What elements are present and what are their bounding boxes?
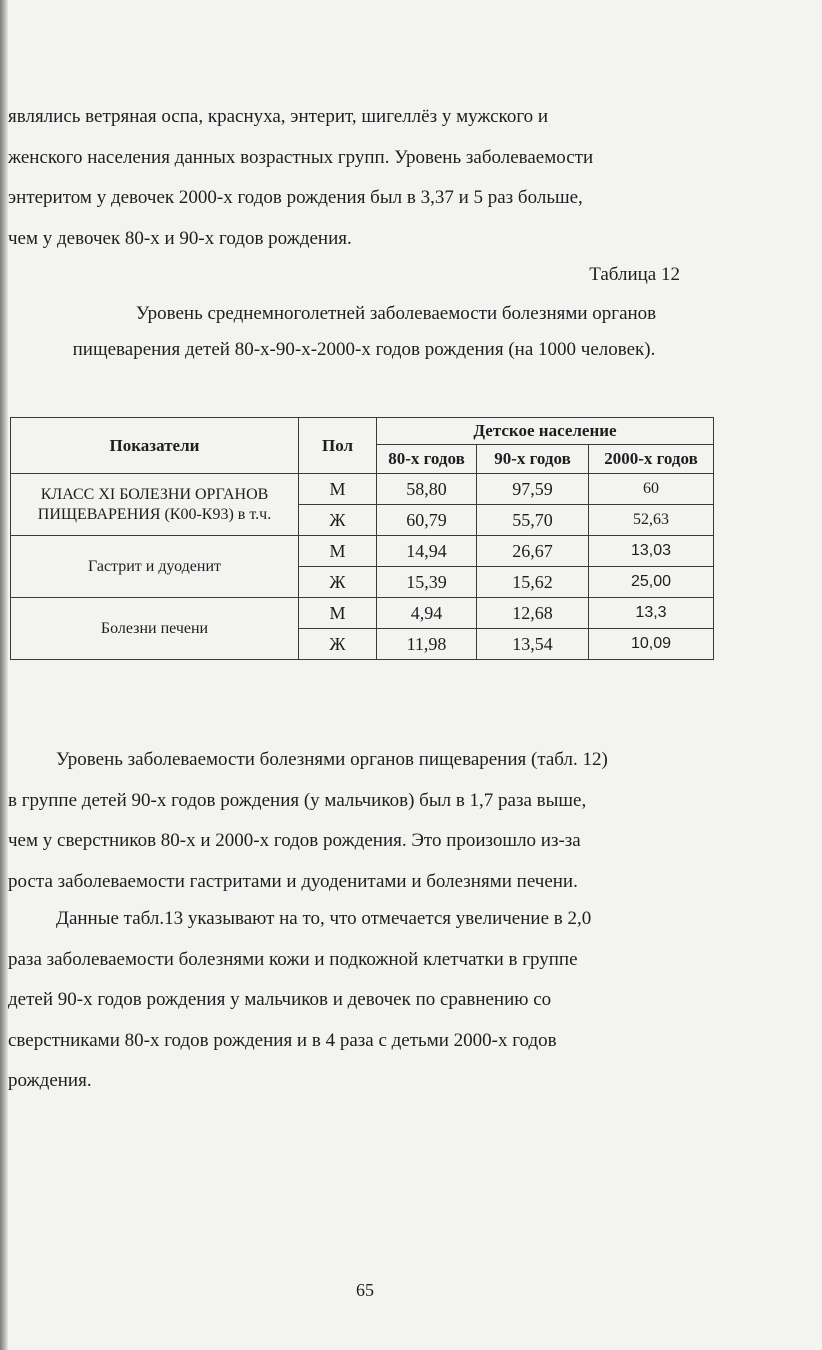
value-cell: 11,98 [377,629,477,660]
value-cell: 10,09 [589,629,714,660]
header-sex: Пол [299,418,377,474]
header-2000s: 2000-х годов [589,445,714,474]
paragraph-skin [8,899,720,1102]
text-line: чем у сверстников 80-х и 2000-х годов рождения. Это произошло из-за [8,830,581,851]
text-line: в группе детей 90-х годов рождения (у мальчиков) был в 1,7 раза выше, [8,789,587,811]
page-number: 65 [356,1280,374,1300]
sex-cell: Ж [299,505,377,536]
table-row [11,598,714,629]
sex-cell: Ж [299,567,377,598]
value-cell: 26,67 [477,536,589,567]
text-line: роста заболеваемости гастритами и дуоденитами и болезнями печени. [8,870,578,892]
indicator-line: Гастрит и дуоденит [88,557,221,575]
indicator-line: Болезни печени [100,619,209,637]
sex-cell: М [299,474,377,505]
text-line: сверстниками 80-х годов рождения и в 4 раза с детьми 2000-х годов [8,1029,557,1051]
value-cell: 15,39 [377,567,477,598]
text-line: детей 90-х годов рождения у мальчиков и девочек по сравнению со [8,989,552,1010]
paragraph-intro [8,97,720,259]
sex-cell: Ж [299,629,377,660]
table-row [11,474,714,505]
value-cell: 58,80 [377,474,477,505]
row-indicator-liver [11,598,299,660]
value-cell: 13,3 [589,598,714,629]
row-indicator-digestive-class [11,474,299,536]
header-indicators: Показатели [11,418,299,474]
text-line: женского населения данных возрастных групп. Уровень заболеваемости [8,146,594,168]
sex-cell: М [299,598,377,629]
value-cell: 14,94 [377,536,477,567]
table-title [8,296,720,368]
indicator-line: ПИЩЕВАРЕНИЯ (К00-К93) в т.ч. [37,505,272,523]
text-line: энтеритом у девочек 2000-х годов рождения был в 3,37 и 5 раз больше, [8,187,583,208]
header-80s: 80-х годов [377,445,477,474]
value-cell: 97,59 [477,474,589,505]
value-cell: 60 [589,474,714,505]
data-table [10,417,714,660]
value-cell: 4,94 [377,598,477,629]
text-line: Данные табл.13 указывают на то, что отмечается увеличение в 2,0 [56,908,592,929]
text-line: чем у девочек 80-х и 90-х годов рождения. [8,227,352,249]
table-row [11,536,714,567]
value-cell: 25,00 [589,567,714,598]
value-cell: 12,68 [477,598,589,629]
text-line: Уровень заболеваемости болезнями органов пищеварения (табл. 12) [56,749,608,770]
text-line: раза заболеваемости болезнями кожи и подкожной клетчатки в группе [8,948,578,970]
header-child-population: Детское население [377,418,714,445]
value-cell: 15,62 [477,567,589,598]
row-indicator-gastritis [11,536,299,598]
value-cell: 13,54 [477,629,589,660]
paragraph-digestive [8,740,720,902]
table-label: Таблица 12 [589,264,680,285]
value-cell: 55,70 [477,505,589,536]
value-cell: 52,63 [589,505,714,536]
sex-cell: М [299,536,377,567]
text-line: рождения. [8,1070,92,1091]
book-spine-shadow [0,0,8,1350]
text-line: являлись ветряная оспа, краснуха, энтерит, шигеллёз у мужского и [8,106,549,127]
value-cell: 60,79 [377,505,477,536]
table-title-line: Уровень среднемноголетней заболеваемости болезнями органов [135,303,657,324]
indicator-line: КЛАСС XI БОЛЕЗНИ ОРГАНОВ [40,485,269,503]
table-title-line: пищеварения детей 80-х-90-х-2000-х годов рождения (на 1000 человек). [72,339,656,360]
header-90s: 90-х годов [477,445,589,474]
value-cell: 13,03 [589,536,714,567]
